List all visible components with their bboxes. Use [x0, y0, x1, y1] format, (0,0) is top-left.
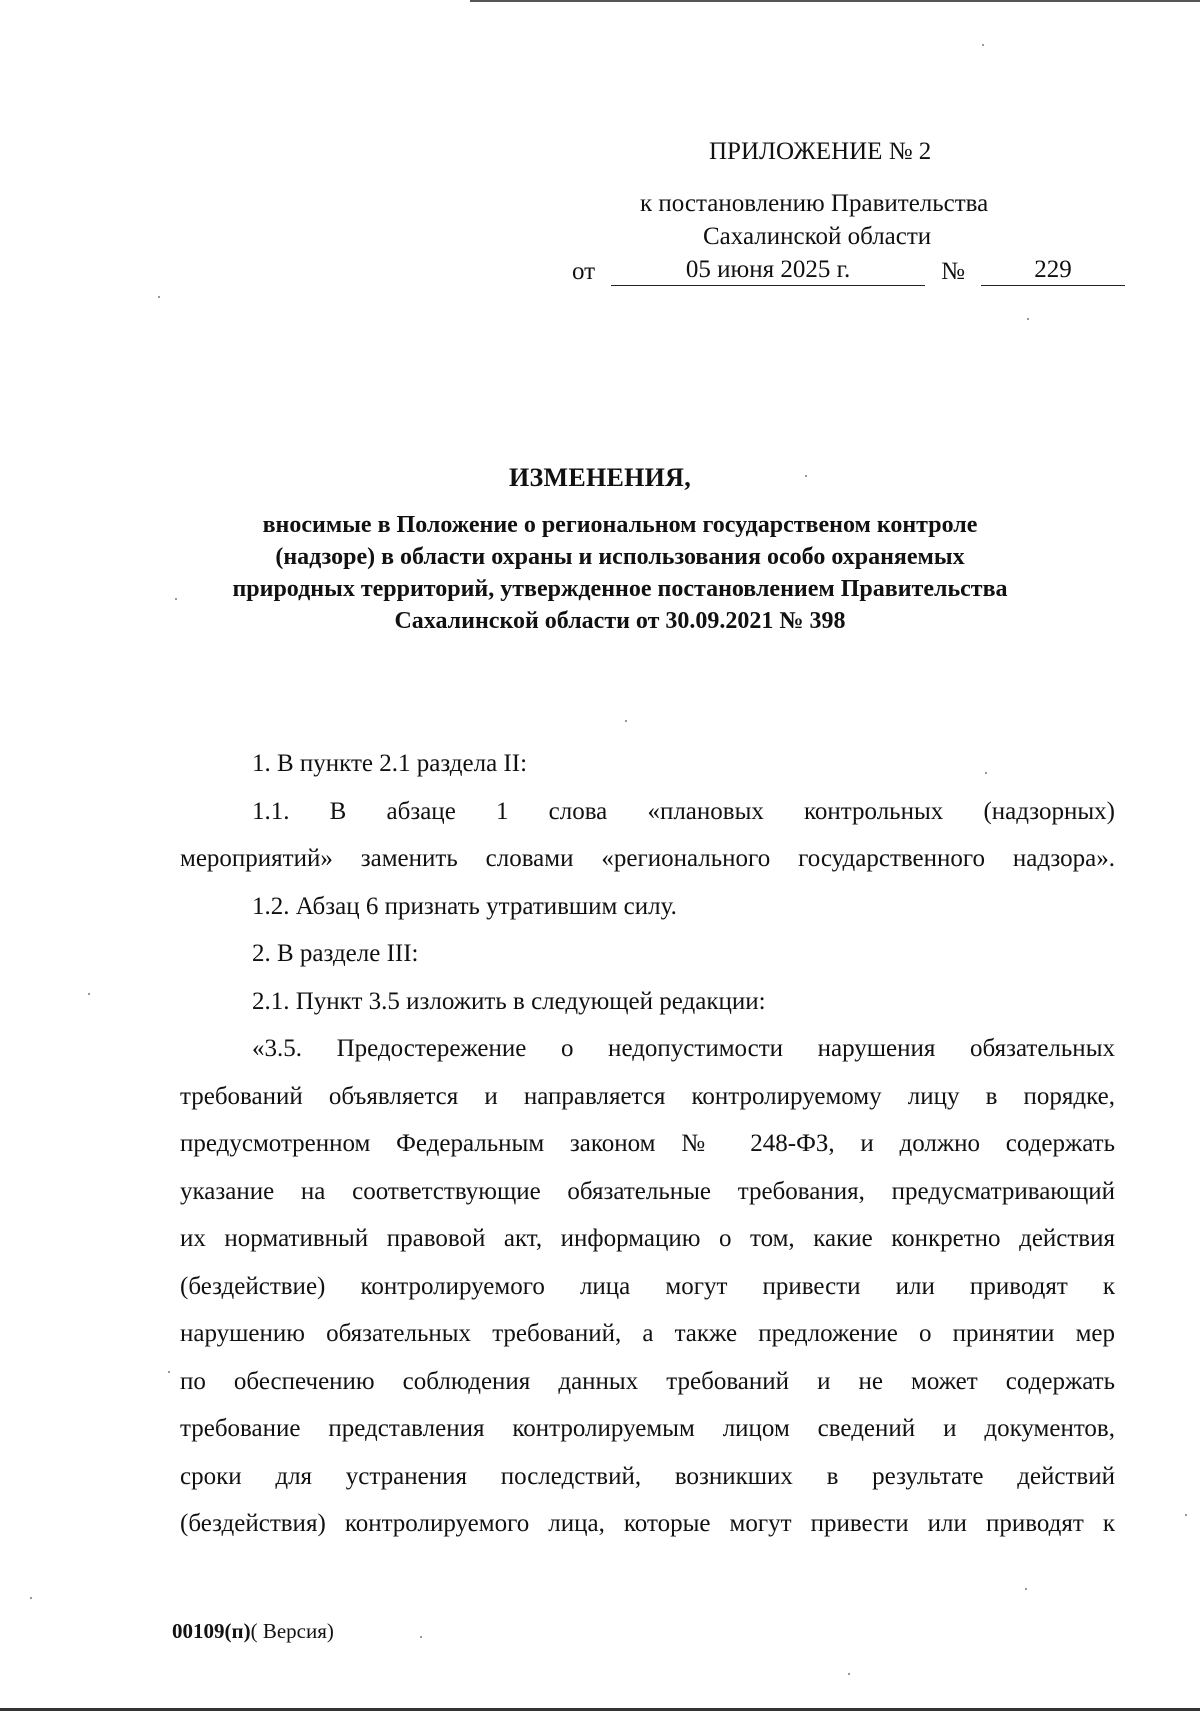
subtitle-line: природных территорий, утвержденное постановлением Правительства [232, 576, 1008, 602]
decree-number-field: 229 [981, 255, 1125, 286]
document-code [172, 1619, 334, 1644]
text-line: (бездействия) контролируемого лица, которые могут привести или приводят к [180, 1510, 1115, 1537]
scan-speck [625, 720, 627, 722]
number-label: № [941, 258, 965, 285]
scan-speck [88, 993, 90, 995]
decree-date-number-row [572, 255, 1125, 286]
scan-speck [1025, 1588, 1027, 1590]
scan-speck [1027, 318, 1029, 320]
document-version: ( Версия) [250, 1619, 334, 1643]
paragraph-1 [180, 740, 1115, 788]
text-line: нарушению обязательных требований, а также предложение о принятии мер [180, 1320, 1115, 1347]
document-code-number: 00109(п) [172, 1619, 251, 1643]
paragraph-1-1 [180, 788, 1115, 883]
text-line: 1.2. Абзац 6 признать утратившим силу. [252, 892, 677, 920]
text-line: требований объявляется и направляется контролируемому лицу в порядке, [180, 1082, 1115, 1110]
paragraph-2-1 [180, 978, 1115, 1026]
scan-speck [168, 1371, 170, 1373]
subtitle-line: вносимые в Положение о региональном государственом контроле [262, 512, 978, 538]
scan-speck [420, 1636, 422, 1638]
appendix-title: ПРИЛОЖЕНИЕ № 2 [709, 138, 932, 165]
from-label: от [572, 258, 596, 285]
decree-date-field: 05 июня 2025 г. [611, 255, 925, 286]
text-line: 2.1. Пункт 3.5 изложить в следующей редакции: [252, 987, 766, 1015]
text-line: 1. В пункте 2.1 раздела II: [252, 750, 528, 777]
paragraph-2 [180, 930, 1115, 978]
text-line: указание на соответствующие обязательные требования, предусматривающий [180, 1177, 1115, 1205]
text-line: «3.5. Предостережение о недопустимости нарушения обязательных [252, 1035, 1115, 1062]
text-line: мероприятий» заменить словами «регионального государственного надзора». [180, 845, 1115, 872]
scan-speck [30, 1597, 32, 1599]
decree-reference-line1: к постановлению Правительства [640, 190, 989, 217]
subtitle-line: (надзоре) в области охраны и использования особо охраняемых [275, 544, 965, 570]
scan-speck [848, 1673, 850, 1675]
document-title: ИЗМЕНЕНИЯ, [508, 463, 692, 492]
paragraph-3-5 [180, 1025, 1115, 1548]
scan-speck [158, 296, 160, 298]
text-line: 1.1. В абзаце 1 слова «плановых контрольных (надзорных) [252, 797, 1115, 825]
scan-top-edge [470, 0, 1200, 2]
scan-speck [1185, 1514, 1187, 1516]
text-line: предусмотренном Федеральным законом № 248-ФЗ, и должно содержать [180, 1130, 1115, 1157]
text-line: сроки для устранения последствий, возникших в результате действий [180, 1462, 1115, 1490]
scan-speck [982, 44, 984, 46]
text-line: (бездействие) контролируемого лица могут привести или приводят к [180, 1272, 1115, 1300]
text-line: их нормативный правовой акт, информацию о том, какие конкретно действия [180, 1225, 1115, 1252]
text-line: 2. В разделе III: [252, 940, 419, 967]
decree-reference-line2: Сахалинской области [703, 223, 932, 250]
document-subtitle [170, 509, 1070, 637]
text-line: требование представления контролируемым лицом сведений и документов, [180, 1415, 1115, 1442]
subtitle-line: Сахалинской области от 30.09.2021 № 398 [394, 608, 846, 634]
paragraph-1-2 [180, 883, 1115, 931]
text-line: по обеспечению соблюдения данных требований и не может содержать [180, 1367, 1115, 1395]
